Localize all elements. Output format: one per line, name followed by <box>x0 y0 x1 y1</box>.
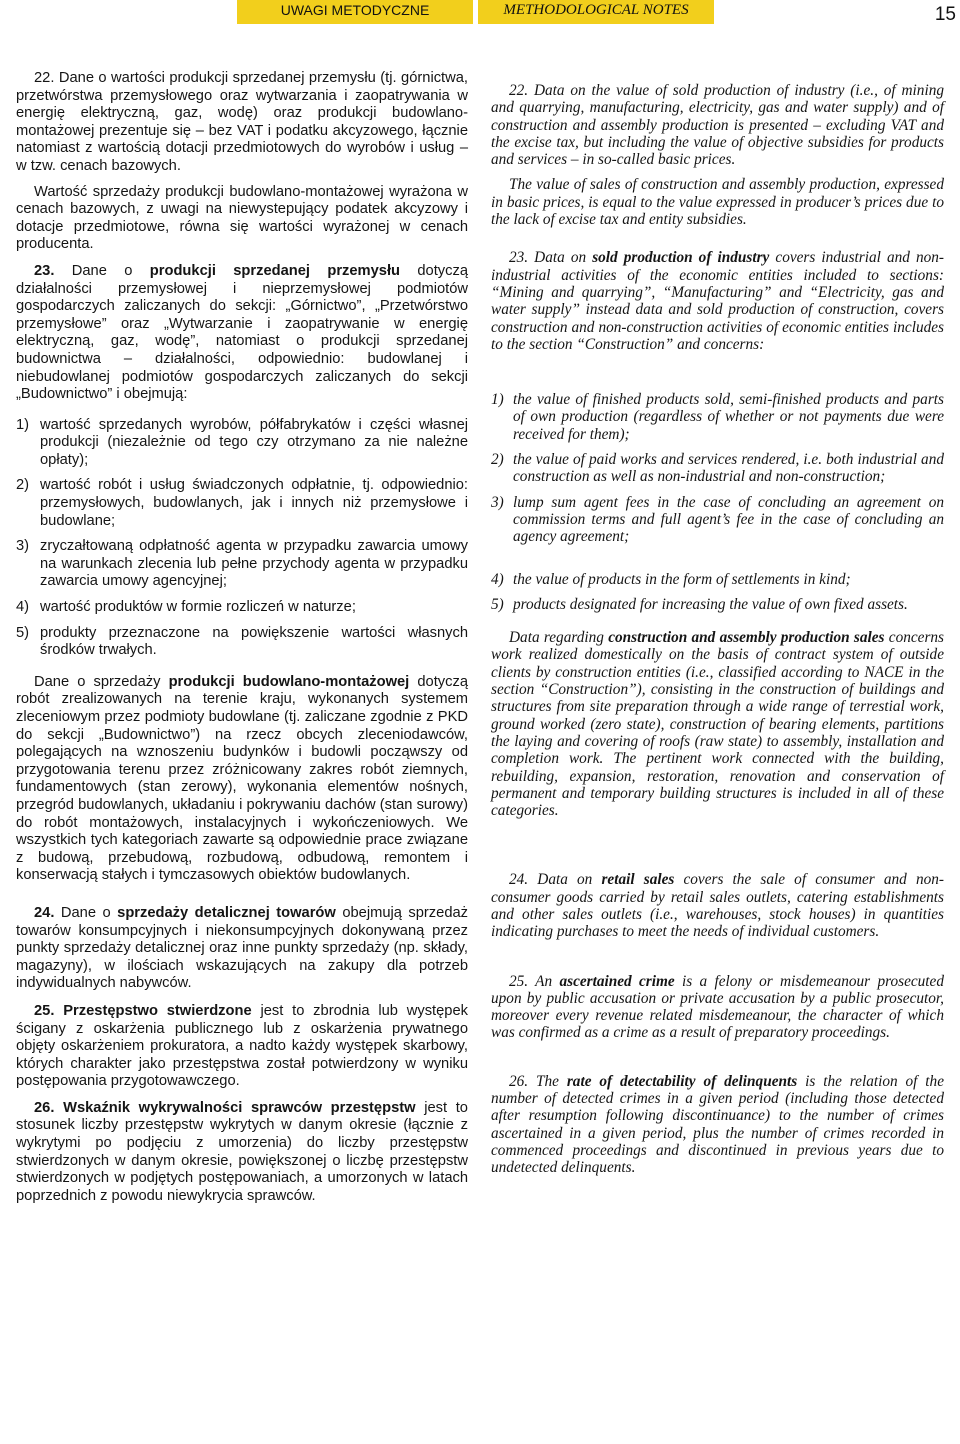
pl-bud-pre: Dane o sprzedaży <box>34 673 169 690</box>
list-number: 1) <box>491 391 504 409</box>
list-text: lump sum agent fees in the case of concluding an agreement on commission terms and full agent’s fee in the case of concluding an agency agreement; <box>513 493 944 546</box>
pl-paragraph-23 <box>16 263 468 404</box>
pl-paragraph-22b: Wartość sprzedaży produkcji budowlano-montażowej wyrażona w cenach bazowych, z uwagi na niewystepujący podatek akcyzowy i dotacje przedmiotowe, równa się wartości wyrażonej w cenach producenta. <box>16 183 468 253</box>
en-23-pre: 23. Data on <box>509 249 593 267</box>
page-number: 15 <box>934 4 956 25</box>
list-text: wartość robót i usług świadczonych odpłatnie, tj. odpowiednio: przemysłowych, budowlanych, jak i innych niż przemysłowe i budowlane; <box>40 477 468 529</box>
en-bud-pre: Data regarding <box>509 629 609 647</box>
pl-23-pre: Dane o <box>54 262 150 279</box>
pl-25-bold: Przestępstwo stwierdzone <box>63 1002 252 1019</box>
polish-column <box>16 70 468 1205</box>
en-paragraph-23 <box>491 249 944 353</box>
en-25-rest: is a felony or misdemeanour prosecuted upon by public accusation or private accusation by a public prosecutor, moreover every revenue related misdemeanour, the character of which was confirmed as a crime as a result of preparatory proceedings. <box>491 972 944 1042</box>
pl-num-26: 26. <box>34 1099 55 1116</box>
pl-23-bold: produkcji sprzedanej przemysłu <box>149 262 401 279</box>
list-text: the value of products in the form of settlements in kind; <box>513 570 851 588</box>
list-item <box>491 571 944 588</box>
list-text: the value of finished products sold, semi-finished products and parts of own production (regardless of whether or not payments due were received for them); <box>513 391 944 443</box>
pl-paragraph-24 <box>16 905 468 993</box>
pl-24-pre: Dane o <box>54 904 118 921</box>
list-item <box>16 625 468 660</box>
en-list <box>491 391 944 613</box>
list-item <box>491 391 944 443</box>
en-paragraph-26 <box>491 1073 944 1177</box>
list-number: 5) <box>491 595 504 613</box>
pl-num-25: 25. <box>34 1002 55 1019</box>
pl-list <box>16 417 468 660</box>
list-number: 3) <box>16 538 30 555</box>
pl-num-24: 24. <box>34 904 55 921</box>
pl-26-rest: jest to stosunek liczby przestępstw wykrytych w danym okresie (łącznie z wykrytymi po podjęciu z umorzenia) do liczby przestępstw stwierdzonych w danym okresie, powiększonej o liczbę przestępstw stwierdzonych w podjętych postępowaniach, a umorzonych w latach poprzednich z powodu niewykrycia sprawców. <box>16 1099 468 1204</box>
pl-paragraph-26 <box>16 1100 468 1206</box>
list-item <box>491 494 944 546</box>
header-title-polish: UWAGI METODYCZNE <box>280 2 430 18</box>
list-text: zryczałtowaną odpłatność agenta w przypadku zawarcia umowy na warunkach zlecenia lub pełne przychody agenta w przypadku zawarcia umowy agencyjnej; <box>40 538 468 590</box>
pl-26-bold: Wskaźnik wykrywalności sprawców przestępstw <box>63 1099 416 1116</box>
en-24-bold: retail sales <box>601 871 675 889</box>
en-23-rest: covers industrial and non-industrial activities of the economic entities included to sections: “Mining and quarrying”, “Manufacturing” and “Electricity, gas and water supply” instead data and sold production of construction, covers construction and non-construction activities of economic entities includes to the section “Construction” and concerns: <box>491 249 944 353</box>
pl-num-23: 23. <box>34 262 55 279</box>
en-24-rest: covers the sale of consumer and non-consumer goods carried by retail sales outlets, catering establishments and other sales outlets (i.e., warehouses, stock houses) in quantities indicating purchases to meet the needs of individual customers. <box>491 871 944 941</box>
pl-paragraph-construction <box>16 674 468 885</box>
list-number: 1) <box>16 416 30 433</box>
list-number: 2) <box>16 477 30 494</box>
en-26-bold: rate of detectability of delinquents <box>566 1072 798 1090</box>
en-paragraph-22: 22. Data on the value of sold production of industry (i.e., of mining and quarrying, manufacturing, electricity, gas and water supply) and of construction and assembly production is presented – excluding VAT and the excise tax, but including the value of objective subsidies for products and services – in so-called basic prices. <box>491 82 944 169</box>
list-number: 2) <box>491 451 504 469</box>
en-25-pre: 25. An <box>509 972 560 990</box>
pl-bud-bold: produkcji budowlano-montażowej <box>168 673 410 690</box>
list-item <box>16 477 468 530</box>
pl-paragraph-22: 22. Dane o wartości produkcji sprzedanej przemysłu (tj. górnictwa, przetwórstwa przemysłowego oraz wytwarzania i zaopatrywania w energię elektryczną, gaz, wodę) oraz produkcji budowlano-montażowej prezentuje się – bez VAT i podatku akcyzowego, łącznie natomiast z wartością dotacji przedmiotowych do wyrobów i usług – w tzw. cenach bazowych. <box>16 70 468 174</box>
list-item <box>16 417 468 470</box>
list-text: the value of paid works and services rendered, i.e. both industrial and construction as well as non-industrial and non-construction; <box>513 451 944 486</box>
list-number: 3) <box>491 493 504 511</box>
en-bud-rest: concerns work realized domestically on the basis of contract system of outside clients by construction entities (i.e., classified according to NACE in the section “Construction”), consisting in the construction of buildings and structures from site preparation through a wide range of terrestial work, ground worked (zero state), construction of bearing elements, partitions the laying and covering of roofs (raw state) to assembly, installation and completion work. The pertinent work connected with the building, rebuilding, expansion, restoration, renovation and conservation of permanent and temporary building structures is included in all of these categories. <box>491 629 945 820</box>
list-item <box>16 538 468 591</box>
list-item <box>491 596 944 613</box>
en-paragraph-construction <box>491 629 944 819</box>
list-text: wartość produktów w formie rozliczeń w naturze; <box>40 599 356 616</box>
pl-paragraph-25 <box>16 1003 468 1091</box>
header-title-english: METHODOLOGICAL NOTES <box>503 2 689 18</box>
pl-23-rest: dotyczą działalności przemysłowej i nieprzemysłowej podmiotów gospodarczych zaliczanych do sekcji: „Górnictwo”, „Przetwórstwo przemysłowe” oraz „Wytwarzanie i zaopatrywanie w energię elektryczną, gaz, wodę”, natomiast o produkcji sprzedanej budownictwa – działalności, odpowiednio: budowlanej i niebudowlanej podmiotów gospodarczych zaliczanych do sekcji „Budownictwo” i obejmują: <box>16 262 468 403</box>
list-number: 5) <box>16 624 30 641</box>
list-text: products designated for increasing the value of own fixed assets. <box>513 595 908 613</box>
en-bud-bold: construction and assembly production sales <box>608 629 885 647</box>
en-24-pre: 24. Data on <box>509 871 602 889</box>
en-paragraph-24 <box>491 871 944 940</box>
pl-bud-rest: dotyczą robót zrealizowanych na terenie kraju, wykonanych systemem zleceniowym przez podmioty budowlane (tj. zaliczane zgodnie z PKD do sekcji „Budownictwo”) na rzecz obcych zleceniodawców, polegających na wznoszeniu budynków i budowli począwszy od przygotowania terenu przez zróżnicowany zakres robót ziemnych, fundamentowych (stan zerowy), wykonania elementów nośnych, przegród budowlanych, układaniu i pokrywaniu dachów (stan surowy) do robót montażowych, instalacyjnych i wykończeniowych. We wszystkich tych kategoriach zawarte są odpowiednie prace związane z budową, przebudową, rozbudową, odbudową, remontem i konserwacją stałych i tymczasowych obiektów budowlanych. <box>16 673 468 884</box>
en-25-bold: ascertained crime <box>559 972 675 990</box>
list-number: 4) <box>16 599 30 616</box>
pl-25-rest: jest to zbrodnia lub występek ścigany z oskarżenia publicznego lub z oskarżenia prywatnego objęty oskarżeniem prokuratora, a nadto każdy występek skarbowy, których charakter jako przestępstwa został potwierdzony w wyniku postępowania przygotowawczego. <box>16 1002 468 1090</box>
en-23-bold: sold production of industry <box>592 249 770 267</box>
en-26-pre: 26. The <box>509 1072 567 1090</box>
list-text: wartość sprzedanych wyrobów, półfabrykatów i części własnej produkcji (niezależnie od tego czy otrzymano za nie należne opłaty); <box>40 416 468 468</box>
list-text: produkty przeznaczone na powiększenie wartości własnych środków trwałych. <box>40 624 468 659</box>
en-paragraph-25 <box>491 973 944 1042</box>
en-paragraph-22b: The value of sales of construction and assembly production, expressed in basic prices, is equal to the value expressed in producer’s prices due to the lack of excise tax and entity subsidies. <box>491 176 944 229</box>
list-number: 4) <box>491 570 504 588</box>
pl-24-rest: obejmują sprzedaż towarów konsumpcyjnych i niekonsumpcyjnych dokonywaną przez punkty sprzedaży detalicznej oraz inne punkty sprzedaży (np. składy, magazyny), w ilościach wskazujących na zakupy dla potrzeb indywidualnych nabywców. <box>16 904 468 992</box>
list-item <box>491 451 944 486</box>
page-header <box>0 0 960 34</box>
pl-24-bold: sprzedaży detalicznej towarów <box>117 904 336 921</box>
english-column <box>491 82 944 1177</box>
list-item <box>16 599 468 617</box>
en-26-rest: is the relation of the number of detected crimes in a given period (including those detected after resumption following discontinuance) to the number of crimes ascertained in a given period, plus the number of crimes recorded in commenced proceedings and discontinued in previous years due to undetected delinquents. <box>491 1072 944 1177</box>
